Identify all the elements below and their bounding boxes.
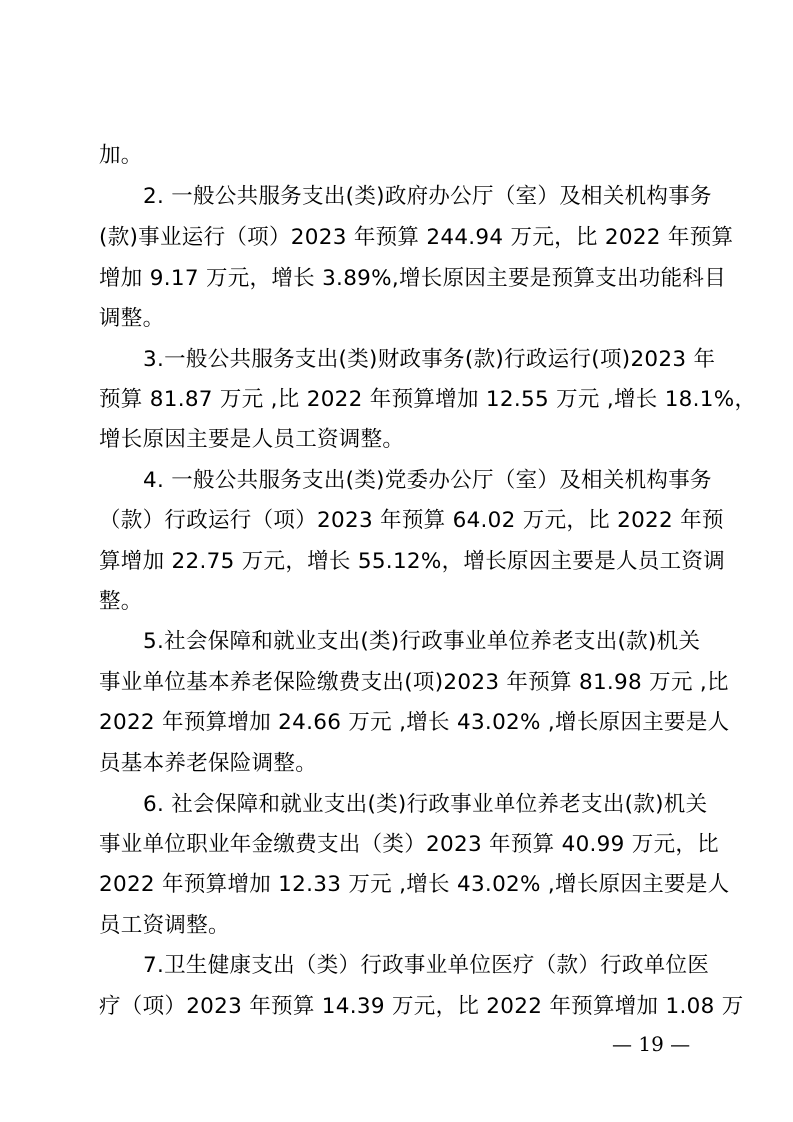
text-line: 算增加 22.75 万元，增长 55.12%，增长原因主要是人员工资调 — [99, 549, 726, 574]
text-line: 7.卫生健康支出（类）行政事业单位医疗（款）行政单位医 — [143, 953, 710, 978]
text-line: 2022 年预算增加 24.66 万元 ,增长 43.02% ,增长原因主要是人 — [99, 710, 730, 735]
text-line: (款)事业运行（项）2023 年预算 244.94 万元，比 2022 年预算 — [99, 225, 734, 250]
text-line: 2. 一般公共服务支出(类)政府办公厅（室）及相关机构事务 — [143, 184, 712, 209]
text-line: （款）行政运行（项）2023 年预算 64.02 万元，比 2022 年预 — [99, 508, 724, 533]
text-line: 3.一般公共服务支出(类)财政事务(款)行政运行(项)2023 年 — [143, 347, 716, 372]
text-line: 员基本养老保险调整。 — [99, 751, 318, 776]
text-line: 预算 81.87 万元 ,比 2022 年预算增加 12.55 万元 ,增长 18.1%， — [99, 387, 757, 412]
text-line: 整。 — [99, 589, 143, 614]
text-line: 2022 年预算增加 12.33 万元 ,增长 43.02% ,增长原因主要是人 — [99, 872, 730, 897]
text-line: 6. 社会保障和就业支出(类)行政事业单位养老支出(款)机关 — [143, 792, 708, 817]
text-line: 增加 9.17 万元，增长 3.89%,增长原因主要是预算支出功能科目 — [99, 266, 727, 291]
text-line: 员工资调整。 — [99, 913, 230, 938]
text-line: 加。 — [99, 143, 143, 168]
text-line: 5.社会保障和就业支出(类)行政事业单位养老支出(款)机关 — [143, 629, 701, 654]
text-line: 增长原因主要是人员工资调整。 — [99, 427, 405, 452]
text-line: 4. 一般公共服务支出(类)党委办公厅（室）及相关机构事务 — [143, 468, 712, 493]
text-line: 事业单位基本养老保险缴费支出(项)2023 年预算 81.98 万元 ,比 — [99, 670, 729, 695]
page-number: — 19 — — [612, 1032, 691, 1056]
text-line: 事业单位职业年金缴费支出（类）2023 年预算 40.99 万元，比 — [99, 832, 719, 857]
text-line: 调整。 — [99, 306, 165, 331]
text-line: 疗（项）2023 年预算 14.39 万元，比 2022 年预算增加 1.08 万 — [99, 994, 744, 1019]
